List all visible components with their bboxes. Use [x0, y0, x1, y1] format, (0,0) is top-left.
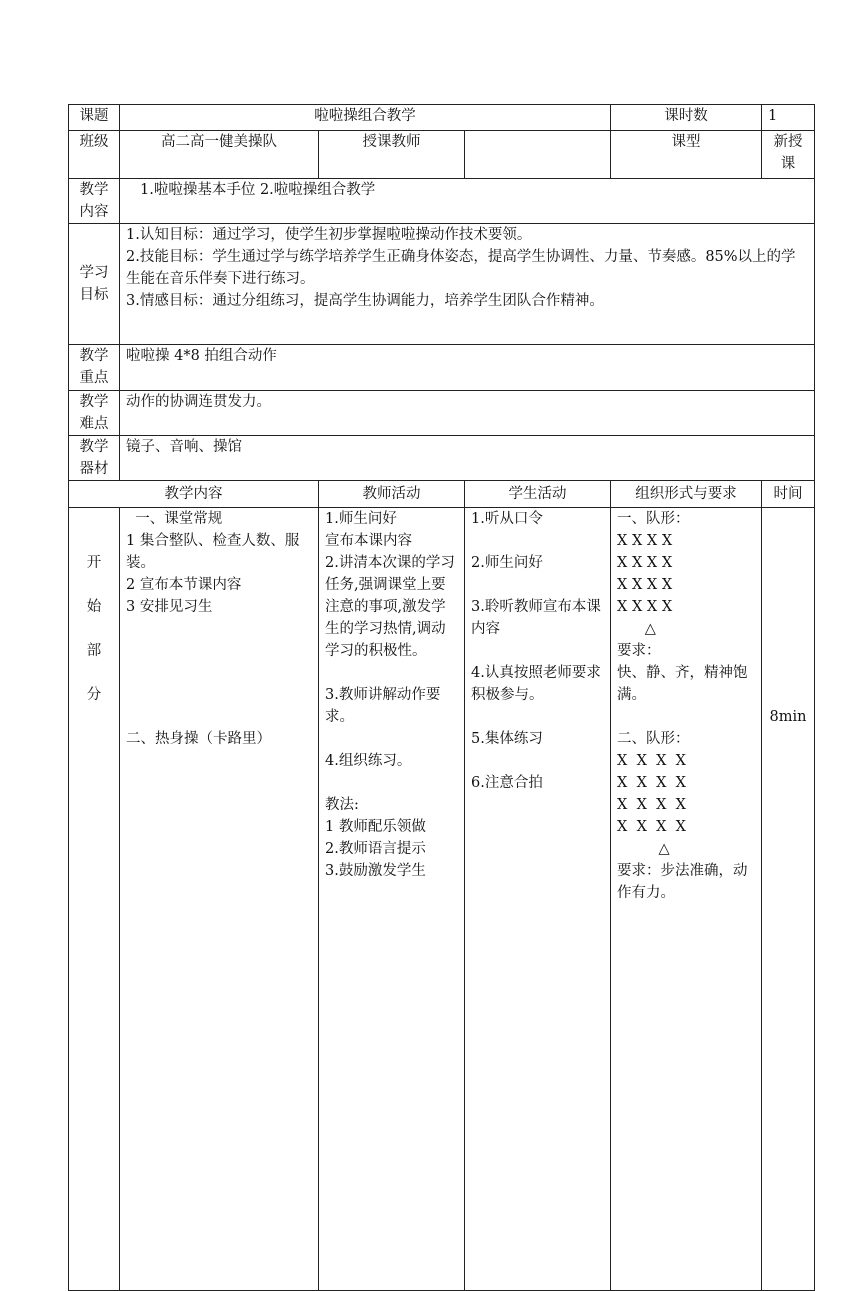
- column-header-row: [69, 481, 815, 508]
- type-label: 课型: [611, 131, 762, 179]
- class-value: 高二高一健美操队: [120, 131, 319, 179]
- opening-section-row: [69, 508, 815, 1291]
- difficulty-label: 教学 难点: [69, 391, 120, 436]
- content-value: 1.啦啦操基本手位 2.啦啦操组合教学: [120, 179, 815, 224]
- key-point-label: 教学 重点: [69, 345, 120, 391]
- goal-skill: 2.技能目标：学生通过学与练学培养学生正确身体姿态，提高学生协调性、力量、节奏感。85%以上的学生能在音乐伴奏下进行练习。: [126, 249, 796, 287]
- topic-label: 课题: [69, 105, 120, 131]
- key-point-value: 啦啦操 4*8 拍组合动作: [120, 345, 815, 391]
- column-header-time: 时间: [762, 481, 815, 508]
- type-value: 新授 课: [762, 131, 815, 179]
- class-row: [69, 131, 815, 179]
- section-label: 开 始 部 分: [69, 508, 120, 1291]
- content-label: 教学 内容: [69, 179, 120, 224]
- equipment-label: 教学 器材: [69, 436, 120, 481]
- teacher-value: [465, 131, 611, 179]
- section-content: 一、课堂常规 1 集合整队、检查人数、服装。 2 宣布本节课内容 3 安排见习生 二、热身操（卡路里）: [120, 508, 319, 1291]
- topic-row: [69, 105, 815, 131]
- column-header-organization: 组织形式与要求: [611, 481, 762, 508]
- goals-value: [120, 224, 815, 345]
- section-teacher-activity: 1.师生问好 宣布本课内容 2.讲清本次课的学习任务,强调课堂上要注意的事项,激发学生的学习热情,调动学习的积极性。 3.教师讲解动作要求。 4.组织练习。 教法: 1 教师配乐领做 2.教师语言提示 3.鼓励激发学生: [319, 508, 465, 1291]
- section-organization: 一、队形： X X X X X X X X X X X X X X X X △ 要求： 快、静、齐，精神饱满。 二、队形： X X X X X X X X X X X X X X X X △ 要求：步法准确，动作有力。: [611, 508, 762, 1291]
- goals-label: 学习 目标: [69, 224, 120, 345]
- difficulty-row: [69, 391, 815, 436]
- section-student-activity: 1.听从口令 2.师生问好 3.聆听教师宣布本课内容 4.认真按照老师要求积极参与。 5.集体练习 6.注意合拍: [465, 508, 611, 1291]
- goal-affective: 3.情感目标：通过分组练习，提高学生协调能力，培养学生团队合作精神。: [126, 293, 604, 309]
- equipment-row: [69, 436, 815, 481]
- difficulty-value: 动作的协调连贯发力。: [120, 391, 815, 436]
- lesson-plan-table: [68, 104, 815, 1291]
- teacher-label: 授课教师: [319, 131, 465, 179]
- hours-value: 1: [762, 105, 815, 131]
- goal-cognitive: 1.认知目标：通过学习，使学生初步掌握啦啦操动作技术要领。: [126, 227, 532, 243]
- section-time: 8min: [762, 508, 815, 1291]
- hours-label: 课时数: [611, 105, 762, 131]
- column-header-content: 教学内容: [69, 481, 319, 508]
- goals-row: [69, 224, 815, 345]
- equipment-value: 镜子、音响、操馆: [120, 436, 815, 481]
- topic-value: 啦啦操组合教学: [120, 105, 611, 131]
- column-header-teacher: 教师活动: [319, 481, 465, 508]
- key-point-row: [69, 345, 815, 391]
- column-header-student: 学生活动: [465, 481, 611, 508]
- class-label: 班级: [69, 131, 120, 179]
- content-row: [69, 179, 815, 224]
